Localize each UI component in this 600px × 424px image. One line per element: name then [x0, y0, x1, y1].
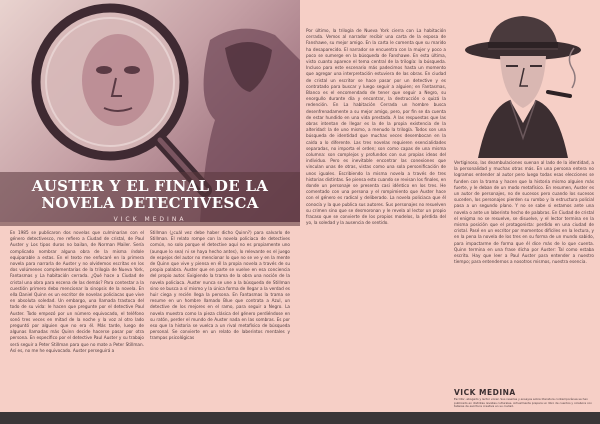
text-column-2 — [150, 230, 290, 342]
article-title: AUSTER Y EL FINAL DE LA NOVELA DETECTIVESCA — [31, 177, 269, 212]
column-1-text: En 1985 se publicaron dos novelas que culminarían con el género detectivesco, me refiero a Ciudad de cristal, de Paul Auster y Los tipos duros no bailan, de Norman Mailer. Sería complicado nombrar alguna obra de la misma índole equiparable a estas. En el texto me enfocaré en la primera novela para narrarla de Auster y no olvidemos escritas en los dos volúmenes complementarias de la trilogía de Nueva York, Fantasmas y La habitación cerrada. ¿Qué hace a Ciudad de cristal una obra para escena de las demás? Para contestar a la cuestión primero debo mencionar la sinopsis de la novela. En ella Daniel Quinn es un escritor de novelas policiacas que vive en absoluta soledad. Un embargo, una llamada trastoca del todo de su vida: le hacen que pregunte por el detective Paul Auster. Todo empezó por un número equivocado, el teléfono sonó tres veces en mitad de la noche y la voz al otro lado preguntó por alguien que no era él. Más tarde, luego de algunas llamadas más Quinn decide hacerse pasar por otra persona. En específico por el detective Paul Auster y su trabajo será seguir a Peter Stillman para que no mate a Peter Stillman. Así es, no me he equivocado. Auster perseguirá a — [10, 230, 144, 353]
text-column-4 — [454, 160, 594, 265]
text-column-1 — [10, 230, 144, 354]
author-bio: Escritor, abogado y lector voraz. Sus reseñas y ensayos sobre literatura contemporánea se han publicado en distintas revistas culturales. Actualmente prepara un libro de cuentos y colabora con talleres de escritura creativa en su ciudad. — [454, 397, 592, 409]
column-2-text: Stillman (¿cuál vez debe haber dicho Quinn?) para salvarlo de Stillman. El relato rompe con la novela policiaca de detectives común, no solo porque el detective aquí no es propiamente uno (aunque lo sea) ni se haya hecho antes), lo relevante es el juego de espejos del autor no mencionar lo que no se ve y en la mente de Quinn que vive y piensa en él la propia novela a través de su propia palabra. Auster que en parte se vuelve en esa conciencia del propio autor. Exigiendo la trama de la obra una noción de la novela policiaca. Auster nunca se une a la búsqueda de Stillman sino se busca a sí mismo y la única forma de llegar a la verdad es huir ciega y recién llega la persona. En Fantasmas la trama se resume en un hombre llamado Blue que contrata a Azul, un detective de los mejores en el ramo, para seguir a Negro. La novela muestra como la pieza clásica del género perdiéndose en su ratón, perder el mundo de Auster nada en las sombras. Es por eso que la historia se vuelca a un rival metafísico de búsqueda personal. Se convierte en un relato de laberintos mentales y trampas psicológicas — [150, 230, 290, 341]
text-column-3 — [306, 28, 446, 227]
column-4-text: Vertiginoso, las deambulaciones suenan al lado de la identidad, a la personalidad y muchas otras más. En una persona entera no logramos entender al autor pero luego todas esas elecciones se funden con la trama y hacen que la historia mismo alguien más fuerte, y le deban de un modo metafísico. En resumen, Auster es un autor de personajes, no de sucesos pero cuando los sucesos suceden, los personajes pierden su rumbo y la estructura policial pasa a un segundo plano. Y no se sabe si estamos ante una novela o ante un laberinto hecho de palabras. En Ciudad de cristal el enigma no se resuelve, se disuelve, y el lector termina en la misma posición que el protagonista: perdido en una ciudad de cristal. Pasé en un escritor por momentos difíciles en la lectura, y en la pena la novela de los tres en su forma de un mundo sabido, para impactarme de forma que él dice más de lo que cuenta. Quinn termina en una frase dicha por Auster: Tal como estaba escrito. Hay que leer a Paul Auster para entender a nuestro tiempo; para entendernos a nosotros mismos, nuestra esencia. — [454, 160, 594, 265]
detective-illustration — [448, 8, 598, 158]
article-byline: VICK MEDINA — [113, 216, 187, 223]
author-signature-name: VICK MEDINA — [454, 388, 516, 397]
bottom-bar — [0, 412, 600, 424]
column-3-text: Por último, la trilogía de Nueva York cierra con La habitación cerrada. Vemos al narrador recibir una carta de la esposa de Fanshawe, su mejor amigo. En la carta le comenta que su marido ha desaparecido. El narrador se encuentra con la mujer y poco a poco se sumerge en la búsqueda de Fanshawe. En esta última, visto cuanto aparece el tema central de la trilogía: la búsqueda. Incluso para este escenario más padecimos hasta un momento que agregar una interpretación estuviera de las obras. En ciudad de cristal un escritor se hace pasar por un detective y es contratado para buscar y luego seguir a alguien; en Fantasmas, Blanco es el encomendado de tener que seguir a Negro, su enorgullo durante día y encontrar, la destrucción o quizá la redención. En La habitación Cerrada un hombre busca desenfrenadamente a su mejor amigo, pero, por fin se da cuenta de estar hundido en una vida prestada. A las respuestas que las obras intentan de llegar es la de la propia existencia de la alteridad: la de uno mismo, a menudo la trilogía. Todos son una búsqueda de identidad que muchas veces desembocan en la caída a lo diferente. Las tres novelas requieren esencialidades separadas, no importa el orden; son como capas de una misma columna: son complejos y profundos con sus propias ideas del individuo. Pero es inevitable encontrar las conexiones que vinculan unas de otras, vistas como una sola personificación de unos iguales. Escribiendo la misma novela a través de tres historias distintas. Se piensa esto cuando se revisan los finales, en donde un personaje se presenta casi idéntico en los tres. He comentado con una persona y el rompimiento que Auster hace con el género es radical y deliberado. La novela policiaca que él conocía y la que publica sus autores. Sus personajes no resuelven su crimen sino que se desmoronan y le revela al lector un propio fracaso que se convierte de los propios modelos, la pérdida del yo, la soledad y la ausencia de sentido. — [306, 28, 446, 226]
